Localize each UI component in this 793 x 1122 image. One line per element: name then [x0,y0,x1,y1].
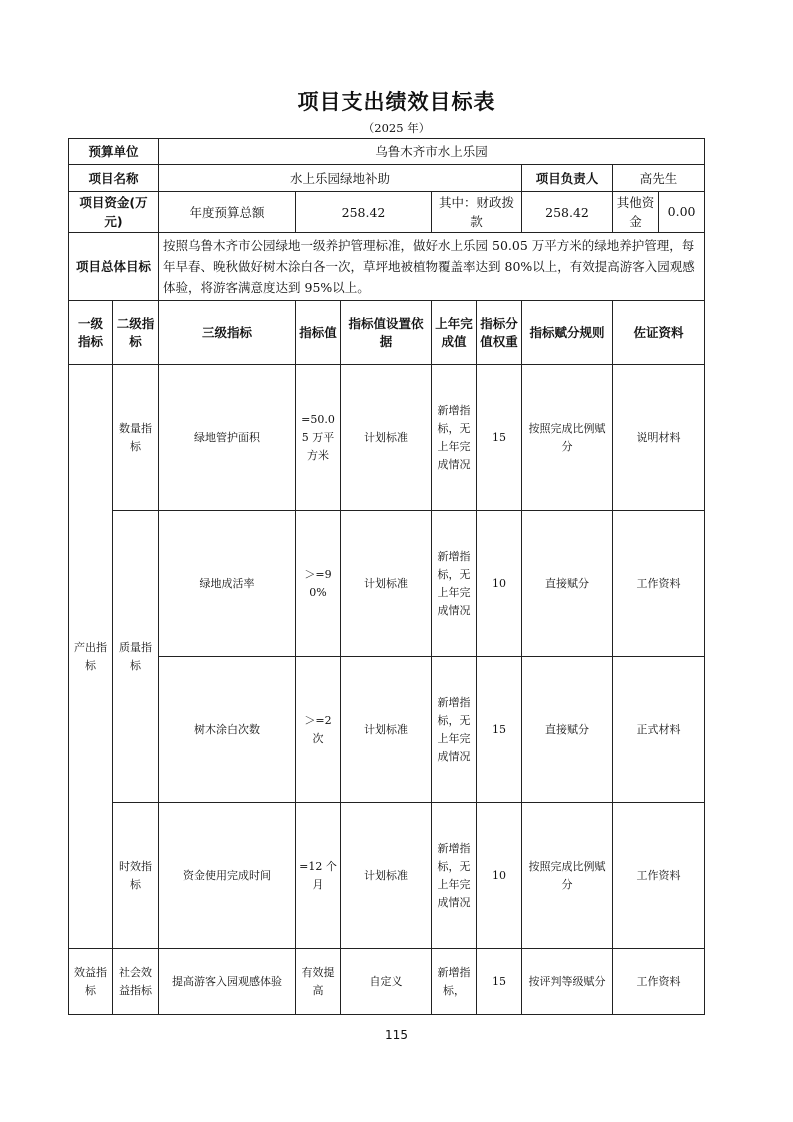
header-evidence: 佐证资料 [613,301,705,365]
budget-unit-value: 乌鲁木齐市水上乐园 [159,139,705,165]
header-weight: 指标分值权重 [477,301,522,365]
indicator-evidence: 工作资料 [613,949,705,1015]
table-row [69,365,705,511]
budget-unit-label: 预算单位 [69,139,159,165]
project-name-value: 水上乐园绿地补助 [159,165,522,192]
indicator-name: 资金使用完成时间 [159,803,296,949]
indicator-basis: 计划标准 [341,365,432,511]
indicator-evidence: 说明材料 [613,365,705,511]
indicator-evidence: 工作资料 [613,803,705,949]
indicator-last-year: 新增指标，无上年完成情况 [432,803,477,949]
overall-goal-row [69,233,705,301]
header-value: 指标值 [296,301,341,365]
project-owner-label: 项目负责人 [522,165,613,192]
indicator-value: 有效提高 [296,949,341,1015]
header-level3: 三级指标 [159,301,296,365]
project-name-row [69,165,705,192]
indicator-rule: 按照完成比例赋分 [522,365,613,511]
indicator-last-year: 新增指标， [432,949,477,1015]
indicator-weight: 10 [477,803,522,949]
funding-row [69,192,705,233]
indicator-evidence: 工作资料 [613,511,705,657]
table-row [69,949,705,1015]
indicator-value: =12 个月 [296,803,341,949]
level2-quality: 质量指标 [113,511,159,803]
other-funds-label: 其他资金 [616,195,655,229]
table-row [69,803,705,949]
level2-timeliness: 时效指标 [113,803,159,949]
indicator-weight: 15 [477,365,522,511]
indicator-basis: 计划标准 [341,511,432,657]
indicator-basis: 计划标准 [341,657,432,803]
fiscal-allocation-value: 258.42 [522,192,613,233]
indicator-value: =50.05 万平方米 [296,365,341,511]
annual-budget-label: 年度预算总额 [159,192,296,233]
indicator-name: 树木涂白次数 [159,657,296,803]
level1-benefit: 效益指标 [69,949,113,1015]
indicator-last-year: 新增指标，无上年完成情况 [432,511,477,657]
annual-budget-value: 258.42 [296,192,432,233]
year-label: （2025 年） [362,121,431,135]
header-basis: 指标值设置依据 [341,301,432,365]
indicator-name: 绿地管护面积 [159,365,296,511]
indicator-rule: 直接赋分 [522,511,613,657]
indicator-name: 绿地成活率 [159,511,296,657]
indicator-weight: 15 [477,657,522,803]
table-row [69,657,705,803]
funding-label: 项目资金(万元) [69,192,159,233]
level1-output: 产出指标 [69,365,113,949]
header-level2: 二级指标 [113,301,159,365]
overall-goal-text: 按照乌鲁木齐市公园绿地一级养护管理标准，做好水上乐园 50.05 万平方米的绿地养护管理，每年早春、晚秋做好树木涂白各一次，草坪地被植物覆盖率达到 80%以上，有效提高游客入园观感体验，将游客满意度达到 95%以上。 [159,233,705,301]
indicator-basis: 计划标准 [341,803,432,949]
table-row [69,511,705,657]
header-row [69,301,705,365]
project-name-label: 项目名称 [69,165,159,192]
indicator-weight: 15 [477,949,522,1015]
fiscal-allocation-label: 其中：财政拨款 [432,192,522,233]
indicator-rule: 按照完成比例赋分 [522,803,613,949]
indicator-last-year: 新增指标，无上年完成情况 [432,365,477,511]
overall-goal-label: 项目总体目标 [69,233,159,301]
indicator-last-year: 新增指标，无上年完成情况 [432,657,477,803]
indicator-rule: 按评判等级赋分 [522,949,613,1015]
project-owner-value: 高先生 [613,165,705,192]
indicator-basis: 自定义 [341,949,432,1015]
indicator-evidence: 正式材料 [613,657,705,803]
indicator-name: 提高游客入园观感体验 [159,949,296,1015]
performance-table [68,138,705,1015]
other-funds-cell [613,192,705,233]
indicator-rule: 直接赋分 [522,657,613,803]
indicator-value: ＞=2 次 [296,657,341,803]
level2-quantity: 数量指标 [113,365,159,511]
header-level1: 一级指标 [69,301,113,365]
header-rule: 指标赋分规则 [522,301,613,365]
page-number: 115 [385,1028,408,1042]
header-last-year: 上年完成值 [432,301,477,365]
other-funds-value: 0.00 [658,192,704,232]
page-title: 项目支出绩效目标表 [297,89,496,114]
level2-social-benefit: 社会效益指标 [113,949,159,1015]
budget-unit-row [69,139,705,165]
indicator-weight: 10 [477,511,522,657]
indicator-value: ＞=90% [296,511,341,657]
